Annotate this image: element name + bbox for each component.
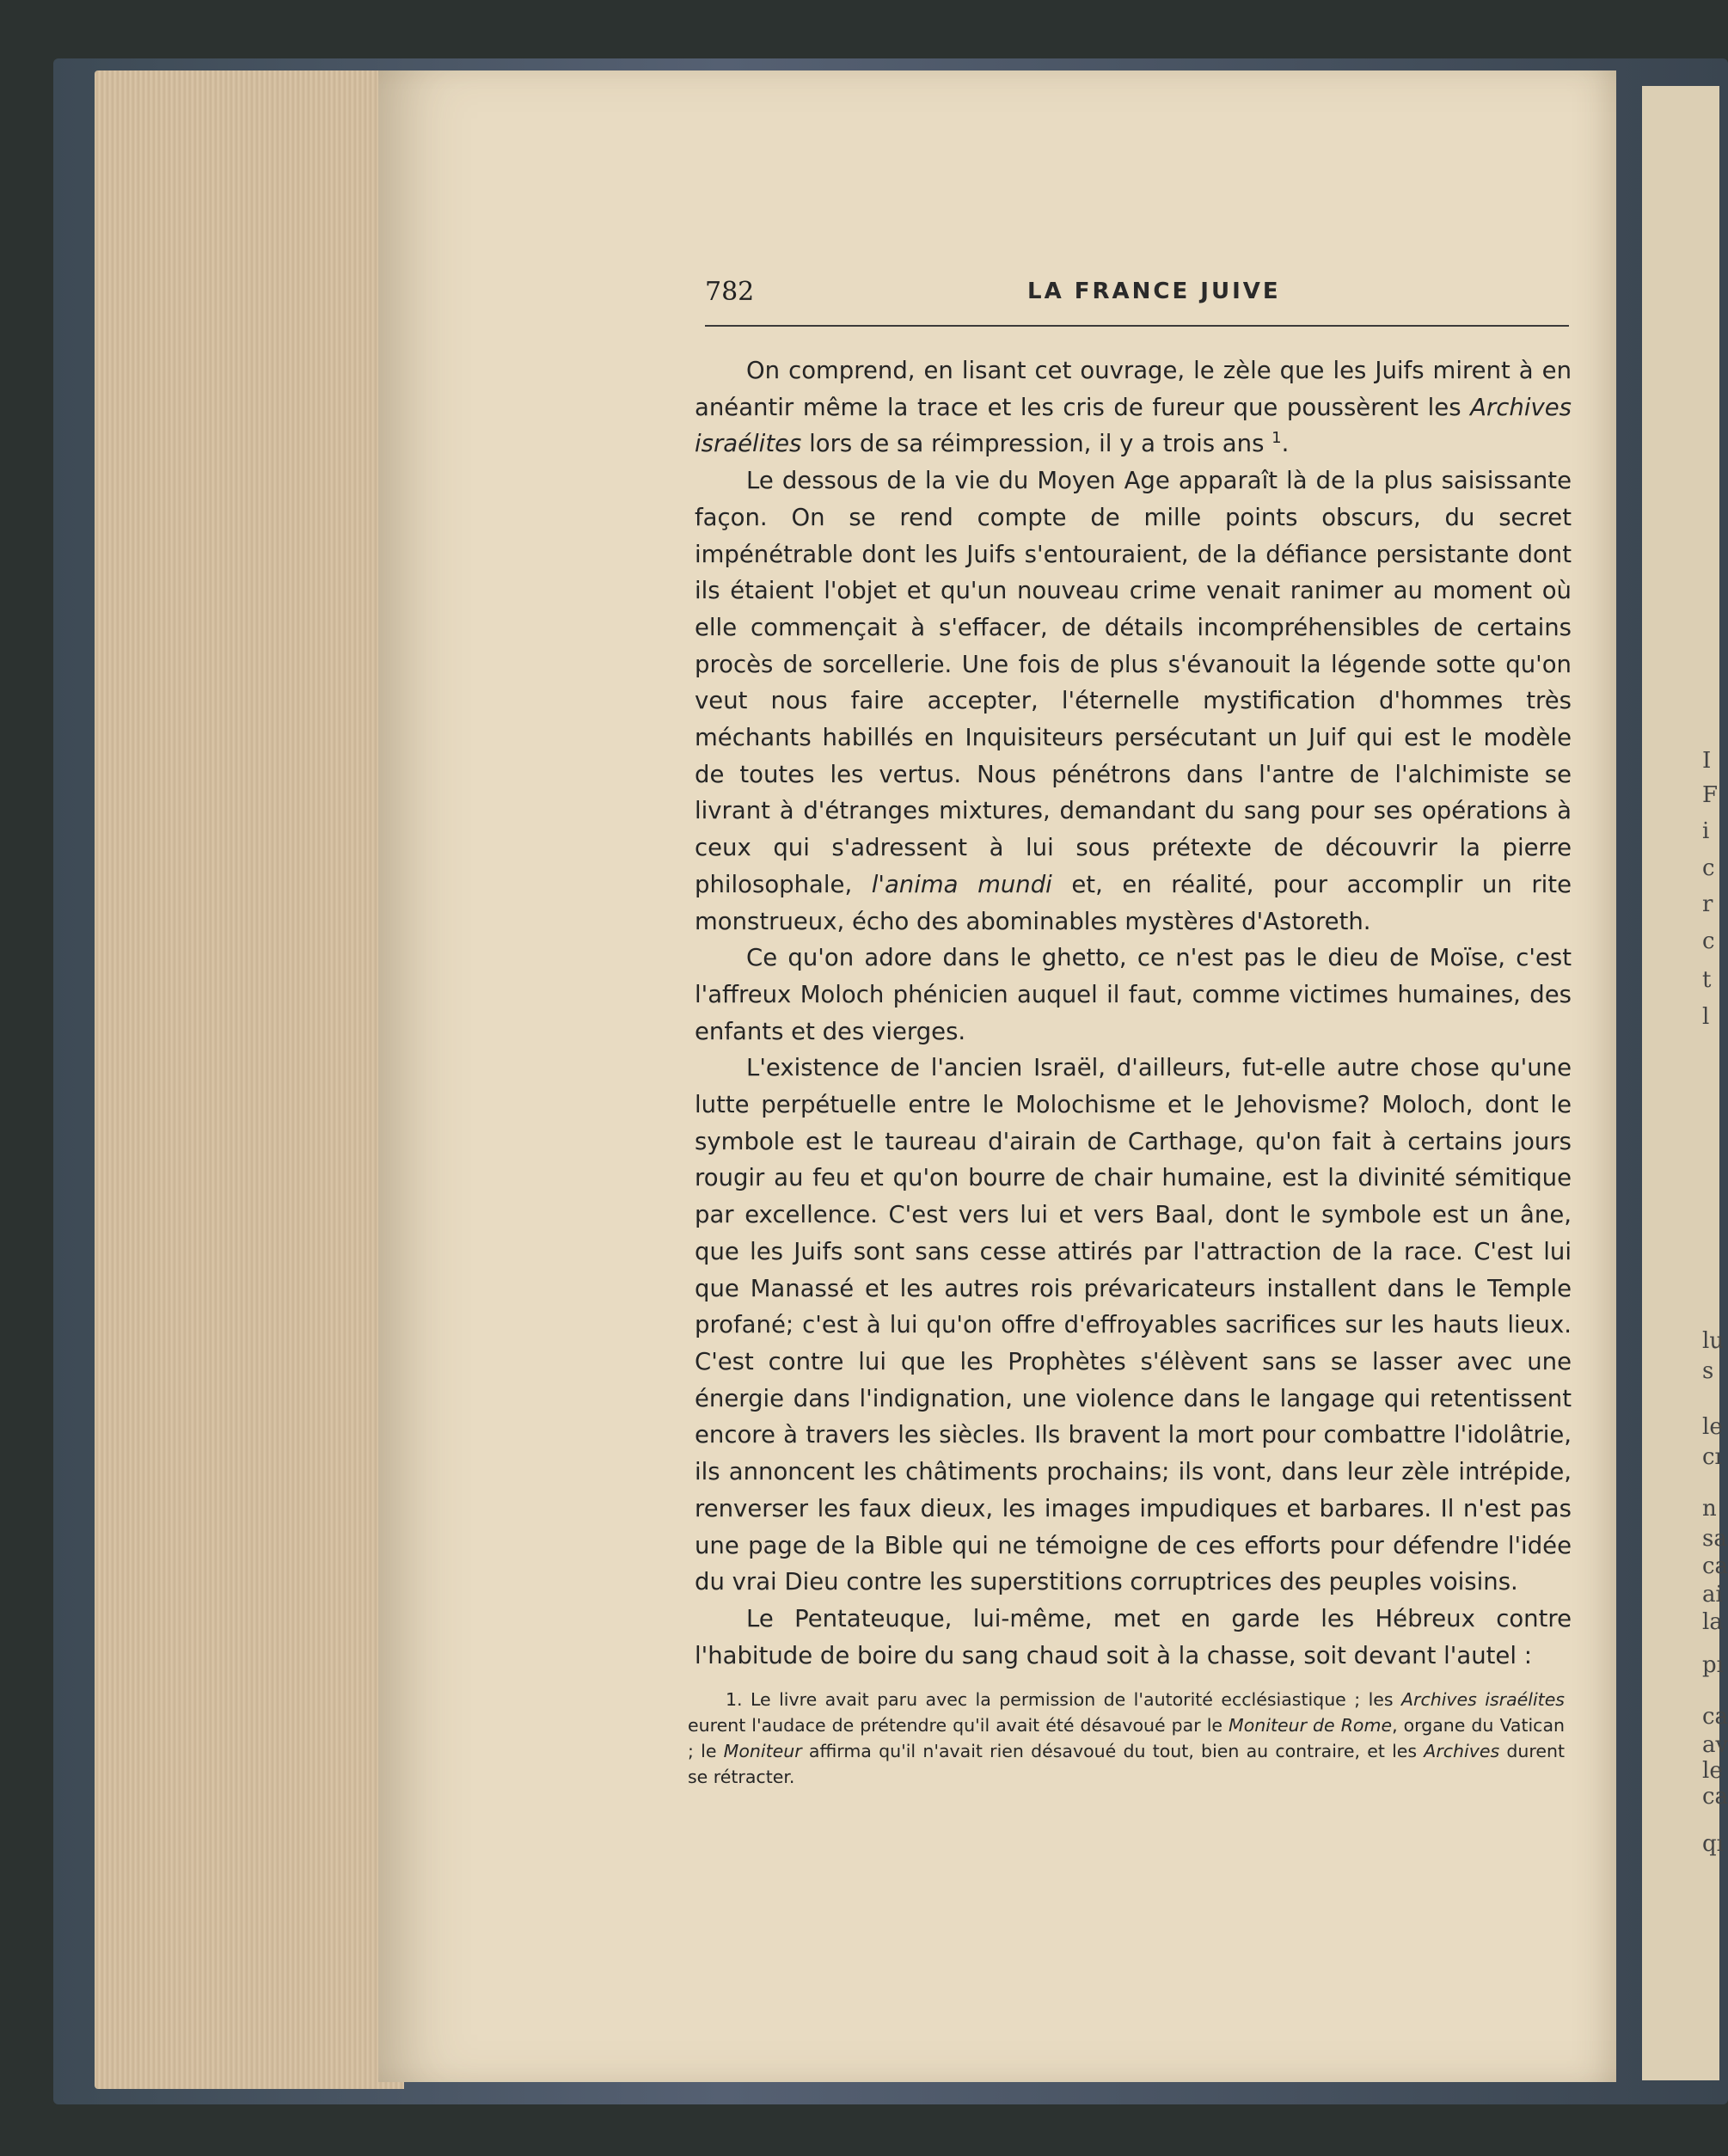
facing-page-fragment: c xyxy=(1702,928,1715,954)
facing-page-fragment: le xyxy=(1702,1414,1723,1440)
paragraph: Ce qu'on adore dans le ghetto, ce n'est pas le dieu de Moïse, c'est l'affreux Moloch phénicien auquel il faut, comme victimes humaines, des enfants et des vierges. xyxy=(695,944,1572,1045)
page-edges xyxy=(95,70,404,2089)
facing-page-fragment: ca xyxy=(1702,1704,1728,1730)
facing-page-fragment: av xyxy=(1702,1732,1728,1758)
facing-page-fragment: ca xyxy=(1702,1553,1728,1579)
footnote: 1. Le livre avait paru avec la permission de l'autorité ecclésiastique ; les Archives israélites eurent l'audace de prétendre qu'il avait été désavoué par le Moniteur de Rome, organe du Vatican ; le Moniteur affirma qu'il n'avait rien désavoué du tout, bien au contraire, et les Archives durent se rétracter. xyxy=(688,1689,1565,1787)
facing-page-fragment: ca xyxy=(1702,1784,1728,1810)
facing-page-fragment: sa xyxy=(1702,1526,1727,1552)
footnote-ref: 1 xyxy=(1271,429,1282,448)
facing-page-fragment: qı xyxy=(1702,1831,1724,1857)
paragraph: L'existence de l'ancien Israël, d'ailleurs, fut-elle autre chose qu'une lutte perpétuelle entre le Molochisme et le Jehovisme? Moloch, dont le symbole est le taureau d'airain de Carthage, qu'on fait à certains jours rougir au feu et qu'on bourre de chair humaine, est la divinité sémitique par excellence. C'est vers lui et vers Baal, dont le symbole est un âne, que les Juifs sont sans cesse attirés par l'attraction de la race. C'est lui que Manassé et les autres rois prévaricateurs installent dans le Temple profané; c'est à lui qu'on offre d'effroyables sacrifices sur les hauts lieux. C'est contre lui que les Prophètes s'élèvent sans se lasser avec une énergie dans l'indignation, une violence dans le langage qui retentissent encore à travers les siècles. Ils bravent la mort pour combattre l'idolâtrie, ils annoncent les châtiments prochains; ils vont, dans leur zèle intrépide, renverser les faux dieux, les images impudiques et barbares. Il n'est pas une page de la Bible qui ne témoigne de ces efforts pour défendre l'idée du vrai Dieu contre les superstitions corruptrices des peuples voisins. xyxy=(695,1054,1572,1596)
page-header xyxy=(705,277,1569,327)
paragraph: Le Pentateuque, lui-même, met en garde les Hébreux contre l'habitude de boire du sang chaud soit à la chasse, soit devant l'autel : xyxy=(695,1604,1572,1669)
facing-page-fragment: le xyxy=(1702,1758,1723,1784)
facing-page-fragment: i xyxy=(1702,818,1710,844)
facing-page-fragment: ai xyxy=(1702,1582,1723,1608)
paragraph: On comprend, en lisant cet ouvrage, le zèle que les Juifs mirent à en anéantir même la trace et les cris de fureur que poussèrent les Archives israélites lors de sa réimpression, il y a trois ans $^1$. xyxy=(695,357,1572,458)
facing-page-fragment: l xyxy=(1702,1004,1710,1030)
facing-page-edge xyxy=(1642,86,1728,2080)
paragraph: Le dessous de la vie du Moyen Age apparaît là de la plus saisissante façon. On se rend compte de mille points obscurs, du secret impénétrable dont les Juifs s'entouraient, de la défiance persistante dont ils étaient l'objet et qu'un nouveau crime venait ranimer au moment où elle commençait à s'effacer, de détails incompréhensibles de certains procès de sorcellerie. Une fois de plus s'évanouit la légende sotte qu'on veut nous faire accepter, l'éternelle mystification d'hommes très méchants habillés en Inquisiteurs persécutant un Juif qui est le modèle de toutes les vertus. Nous pénétrons dans l'antre de l'alchimiste se livrant à d'étranges mixtures, demandant du sang pour ses opérations à ceux qui s'adressent à lui sous prétexte de découvrir la pierre philosophale, l'anima mundi et, en réalité, pour accomplir un rite monstrueux, écho des abominables mystères d'Astoreth. xyxy=(695,467,1572,935)
facing-page-fragment: I xyxy=(1702,748,1712,774)
running-title: LA FRANCE JUIVE xyxy=(1027,279,1281,304)
facing-page-fragment: lu xyxy=(1702,1328,1725,1354)
facing-page-fragment: t xyxy=(1702,967,1712,993)
facing-page-fragment: n xyxy=(1702,1496,1717,1522)
page-number: 782 xyxy=(705,277,755,307)
facing-page-fragment: r xyxy=(1702,891,1713,917)
facing-page-fragment: pı xyxy=(1702,1652,1724,1678)
facing-page-fragment: la xyxy=(1702,1609,1723,1635)
facing-page-fragment: F xyxy=(1702,782,1719,808)
facing-page-fragment: cı xyxy=(1702,1444,1722,1470)
facing-page-fragment: c xyxy=(1702,855,1715,881)
main-text xyxy=(695,352,1572,1674)
facing-page-fragment: s xyxy=(1702,1358,1714,1384)
